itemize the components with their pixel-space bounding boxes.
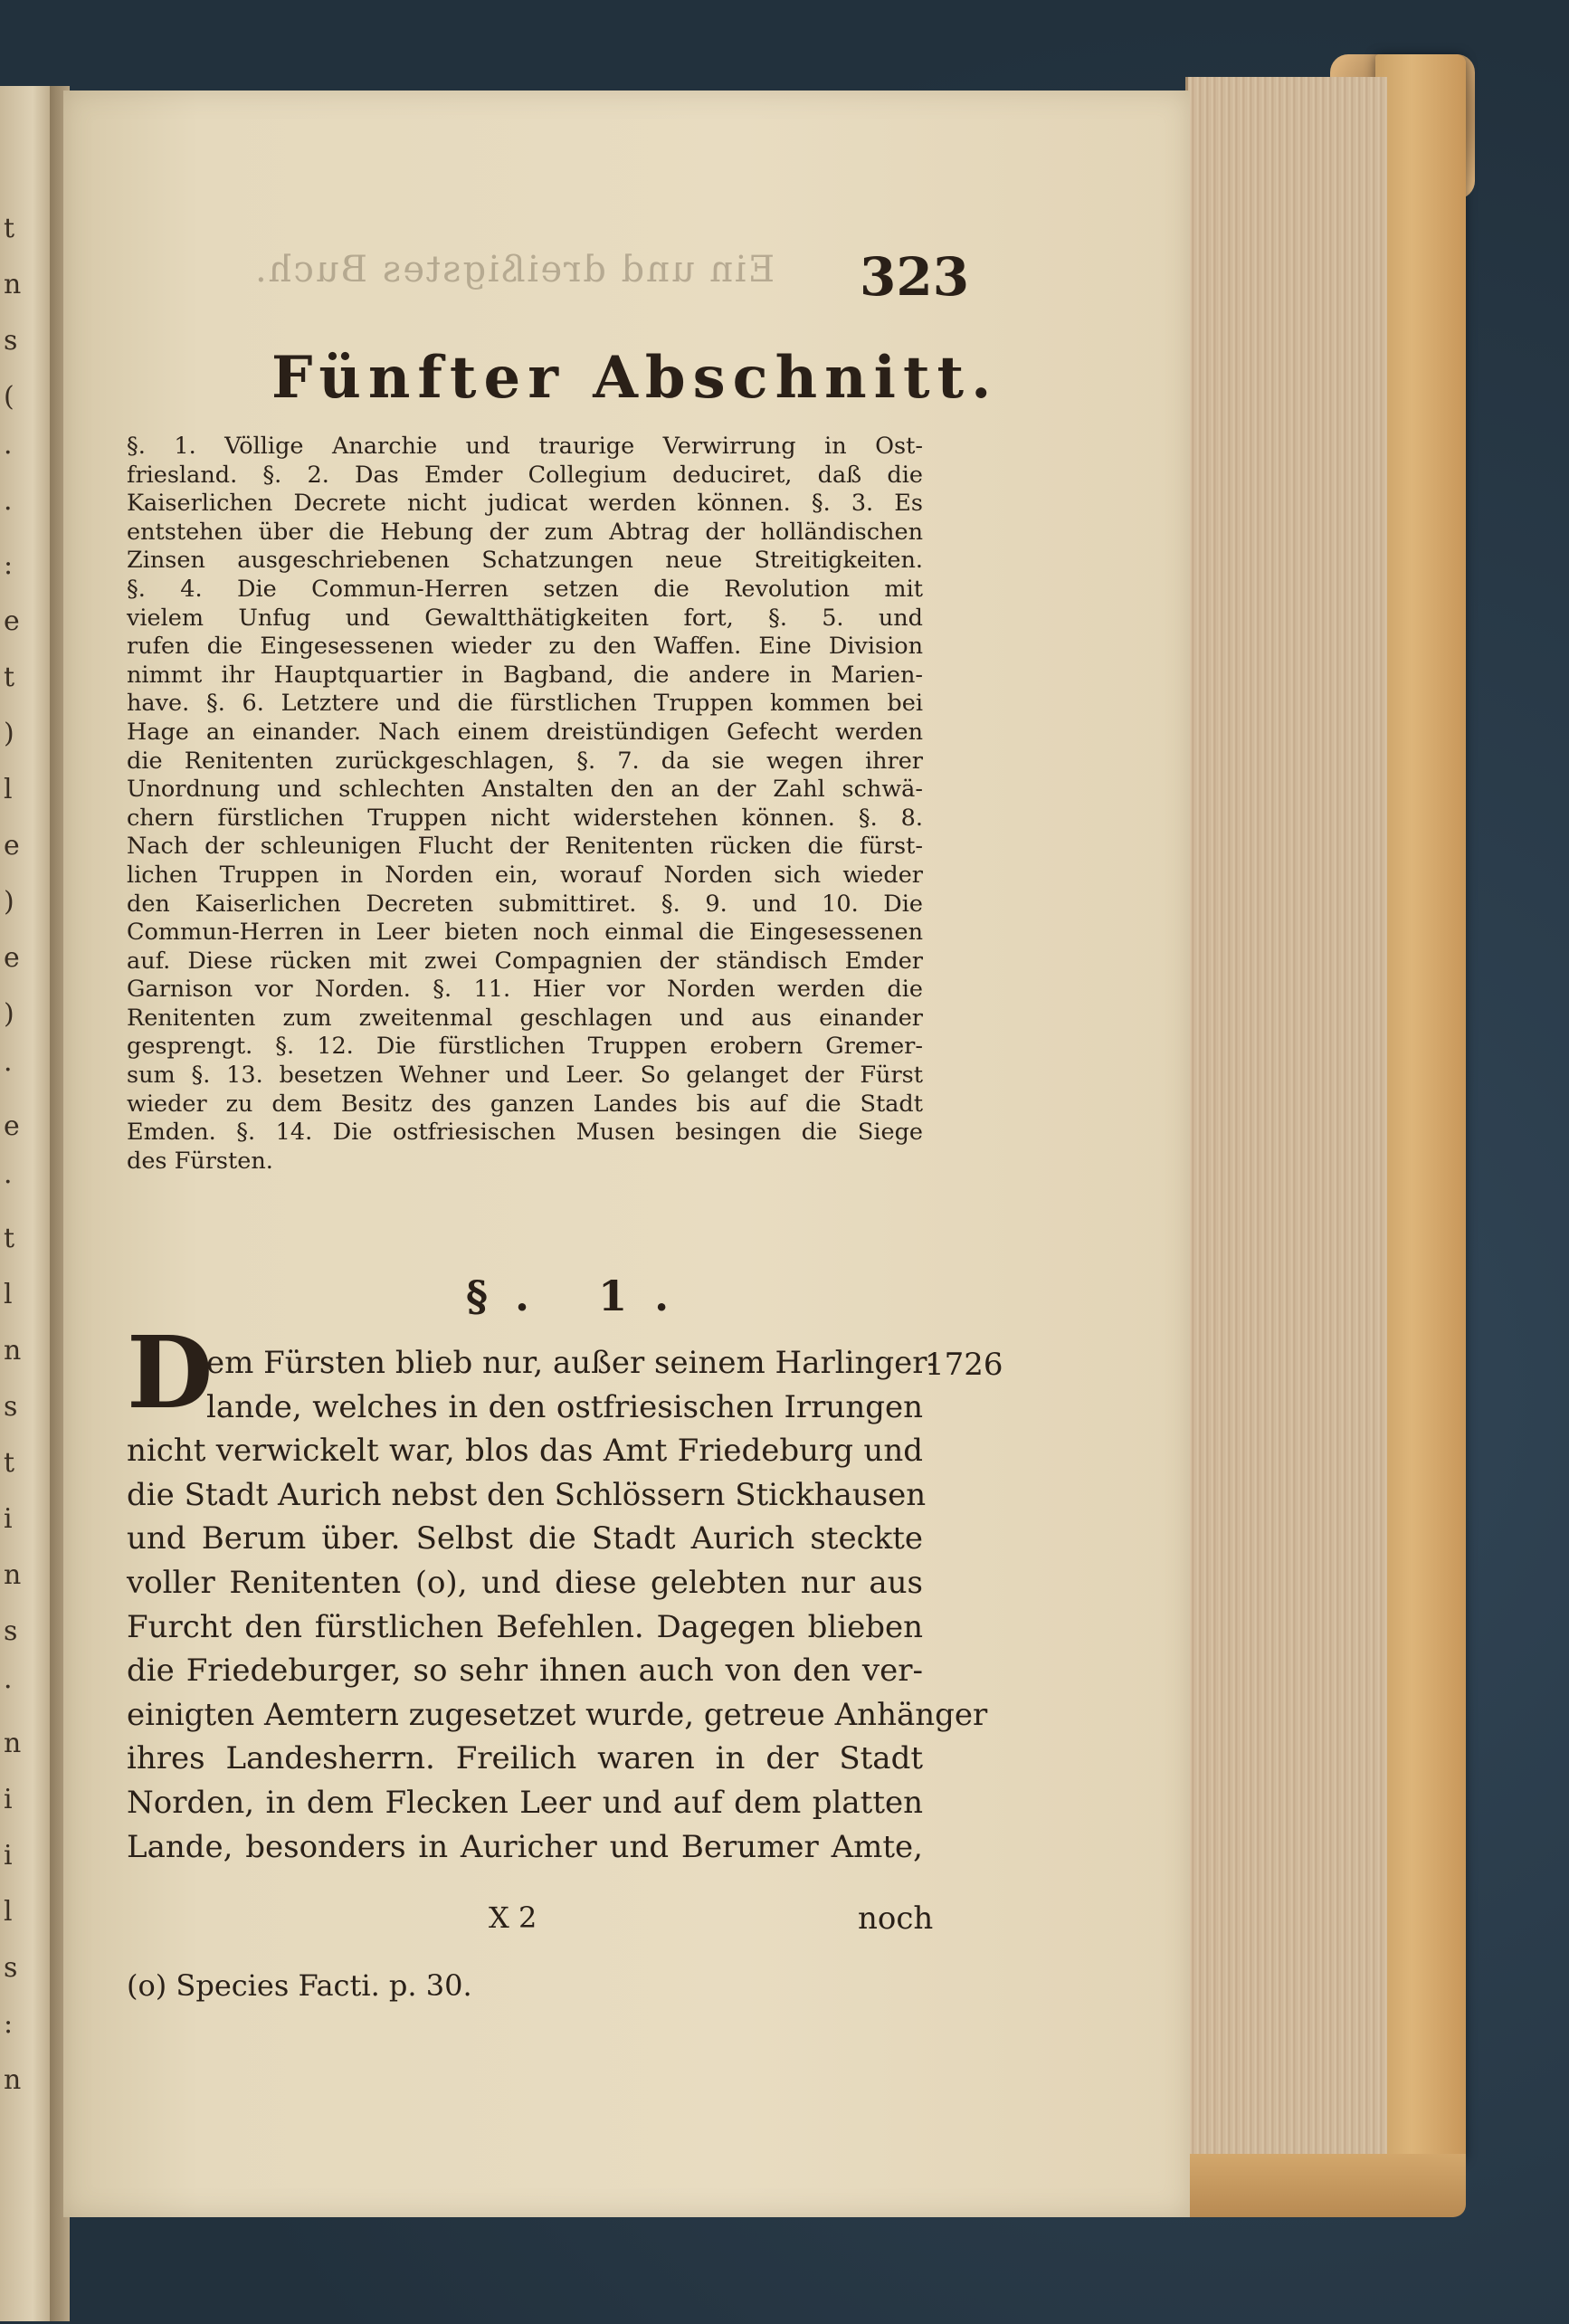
page-number: 323 bbox=[860, 246, 970, 308]
margin-year-note: 1726 bbox=[925, 1347, 1003, 1383]
body-line: Lande, besonders in Auricher und Berumer Amte, bbox=[127, 1828, 923, 1865]
previous-page-glyph: : bbox=[4, 549, 14, 581]
previous-page-glyph: ) bbox=[4, 886, 14, 918]
summary-line: die Renitenten zurückgeschlagen, §. 7. da sie wegen ihrer bbox=[127, 747, 923, 775]
summary-line: Garnison vor Norden. §. 11. Hier vor Norden werden die bbox=[127, 976, 923, 1004]
summary-line: wieder zu dem Besitz des ganzen Landes bis auf die Stadt bbox=[127, 1090, 923, 1118]
chapter-summary bbox=[127, 433, 923, 1176]
previous-page-glyph: s bbox=[4, 1952, 18, 1984]
summary-line: den Kaiserlichen Decreten submittiret. §. 9. und 10. Die bbox=[127, 890, 923, 918]
footnote: (o) Species Facti. p. 30. bbox=[127, 1968, 472, 2003]
previous-page-glyph: l bbox=[4, 774, 13, 805]
previous-page-glyph: n bbox=[4, 1559, 22, 1591]
previous-page-glyph: i bbox=[4, 1840, 13, 1872]
signature-mark: X 2 bbox=[489, 1900, 537, 1935]
page-edges bbox=[1185, 77, 1387, 2213]
previous-page-glyph: s bbox=[4, 1615, 18, 1647]
bleed-through-header: Ein und dreißigstes Buch. bbox=[253, 249, 775, 290]
summary-line: lichen Truppen in Norden ein, worauf Norden sich wieder bbox=[127, 861, 923, 889]
body-line: Norden, in dem Flecken Leer und auf dem platten bbox=[127, 1784, 923, 1821]
summary-line: chern fürstlichen Truppen nicht widerstehen können. §. 8. bbox=[127, 804, 923, 832]
previous-page-glyph: s bbox=[4, 1391, 18, 1423]
previous-page-glyph: t bbox=[4, 1447, 15, 1479]
previous-page-glyph: e bbox=[4, 605, 20, 637]
body-line: nicht verwickelt war, blos das Amt Friedeburg und bbox=[127, 1433, 923, 1470]
previous-page-glyph: · bbox=[4, 493, 13, 525]
previous-page-edge bbox=[0, 86, 54, 2321]
previous-page-glyph: n bbox=[4, 269, 22, 300]
body-line: die Friedeburger, so sehr ihnen auch von den ver- bbox=[127, 1653, 923, 1690]
previous-page-glyph: e bbox=[4, 1110, 20, 1142]
previous-page-glyph: l bbox=[4, 1896, 13, 1928]
summary-line: Zinsen ausgeschriebenen Schatzungen neue Streitigkeiten. bbox=[127, 547, 923, 575]
previous-page-glyph: n bbox=[4, 2064, 22, 2096]
summary-line: Unordnung und schlechten Anstalten den an der Zahl schwä- bbox=[127, 776, 923, 804]
summary-line: nimmt ihr Hauptquartier in Bagband, die andere in Marien- bbox=[127, 661, 923, 689]
summary-line: Hage an einander. Nach einem dreistündigen Gefecht werden bbox=[127, 718, 923, 746]
previous-page-glyph: · bbox=[4, 437, 13, 469]
previous-page-glyph: · bbox=[4, 1054, 13, 1086]
body-line: lande, welches in den ostfriesischen Irrungen bbox=[206, 1388, 923, 1425]
body-line: die Stadt Aurich nebst den Schlössern Stickhausen bbox=[127, 1476, 927, 1513]
section-heading: §. 1. bbox=[466, 1272, 697, 1320]
previous-page-glyph: : bbox=[4, 2008, 14, 2040]
previous-page-glyph: s bbox=[4, 325, 18, 357]
body-line: em Fürsten blieb nur, außer seinem Harlinger- bbox=[206, 1345, 937, 1381]
previous-page-glyph: t bbox=[4, 662, 15, 693]
previous-page-glyph: i bbox=[4, 1503, 13, 1535]
previous-page-glyph: · bbox=[4, 1167, 13, 1198]
previous-page-glyph: ) bbox=[4, 718, 14, 749]
summary-line: have. §. 6. Letztere und die fürstlichen Truppen kommen bei bbox=[127, 690, 923, 718]
summary-line: Commun-Herren in Leer bieten noch einmal die Eingesessenen bbox=[127, 919, 923, 947]
summary-line: friesland. §. 2. Das Emder Collegium deduciret, daß die bbox=[127, 461, 923, 489]
drop-cap: D bbox=[127, 1314, 214, 1431]
summary-line: gesprengt. §. 12. Die fürstlichen Truppen erobern Gremer- bbox=[127, 1033, 923, 1061]
book-cover-spine bbox=[1375, 54, 1466, 2163]
catchword: noch bbox=[858, 1900, 934, 1937]
previous-page-glyph: ) bbox=[4, 998, 14, 1030]
chapter-title: Fünfter Abschnitt. bbox=[271, 344, 999, 412]
previous-page-glyph: n bbox=[4, 1728, 22, 1759]
summary-line: §. 4. Die Commun-Herren setzen die Revolution mit bbox=[127, 575, 923, 603]
summary-line: vielem Unfug und Gewaltthätigkeiten fort, §. 5. und bbox=[127, 604, 923, 632]
previous-page-glyph: t bbox=[4, 1223, 15, 1254]
previous-page-glyph: e bbox=[4, 942, 20, 974]
body-line: voller Renitenten (o), und diese gelebten nur aus bbox=[127, 1564, 923, 1601]
summary-line: sum §. 13. besetzen Wehner und Leer. So gelanget der Fürst bbox=[127, 1062, 923, 1090]
previous-page-glyph: n bbox=[4, 1335, 22, 1367]
previous-page-glyph: i bbox=[4, 1784, 13, 1815]
summary-line: des Fürsten. bbox=[127, 1147, 273, 1175]
summary-line: §. 1. Völlige Anarchie und traurige Verwirrung in Ost- bbox=[127, 433, 923, 460]
body-line: und Berum über. Selbst die Stadt Aurich steckte bbox=[127, 1520, 923, 1557]
previous-page-glyph: ( bbox=[4, 381, 14, 413]
book-cover-bottom bbox=[1176, 2154, 1466, 2217]
previous-page-glyph: l bbox=[4, 1279, 13, 1310]
previous-page-glyph: e bbox=[4, 830, 20, 862]
summary-line: Kaiserlichen Decrete nicht judicat werden können. §. 3. Es bbox=[127, 490, 923, 518]
previous-page-glyph: t bbox=[4, 213, 15, 244]
summary-line: auf. Diese rücken mit zwei Compagnien der ständisch Emder bbox=[127, 947, 923, 975]
body-line: Furcht den fürstlichen Befehlen. Dagegen blieben bbox=[127, 1608, 923, 1645]
summary-line: entstehen über die Hebung der zum Abtrag der holländischen bbox=[127, 518, 923, 546]
summary-line: Nach der schleunigen Flucht der Renitenten rücken die fürst- bbox=[127, 833, 923, 861]
body-line: ihres Landesherrn. Freilich waren in der Stadt bbox=[127, 1740, 923, 1777]
previous-page-glyph: · bbox=[4, 1672, 13, 1703]
body-line: einigten Aemtern zugesetzet wurde, getreue Anhänger bbox=[127, 1696, 988, 1733]
summary-line: Emden. §. 14. Die ostfriesischen Musen besingen die Siege bbox=[127, 1119, 923, 1147]
summary-line: rufen die Eingesessenen wieder zu den Waffen. Eine Division bbox=[127, 633, 923, 661]
summary-line: Renitenten zum zweitenmal geschlagen und aus einander bbox=[127, 1004, 923, 1032]
